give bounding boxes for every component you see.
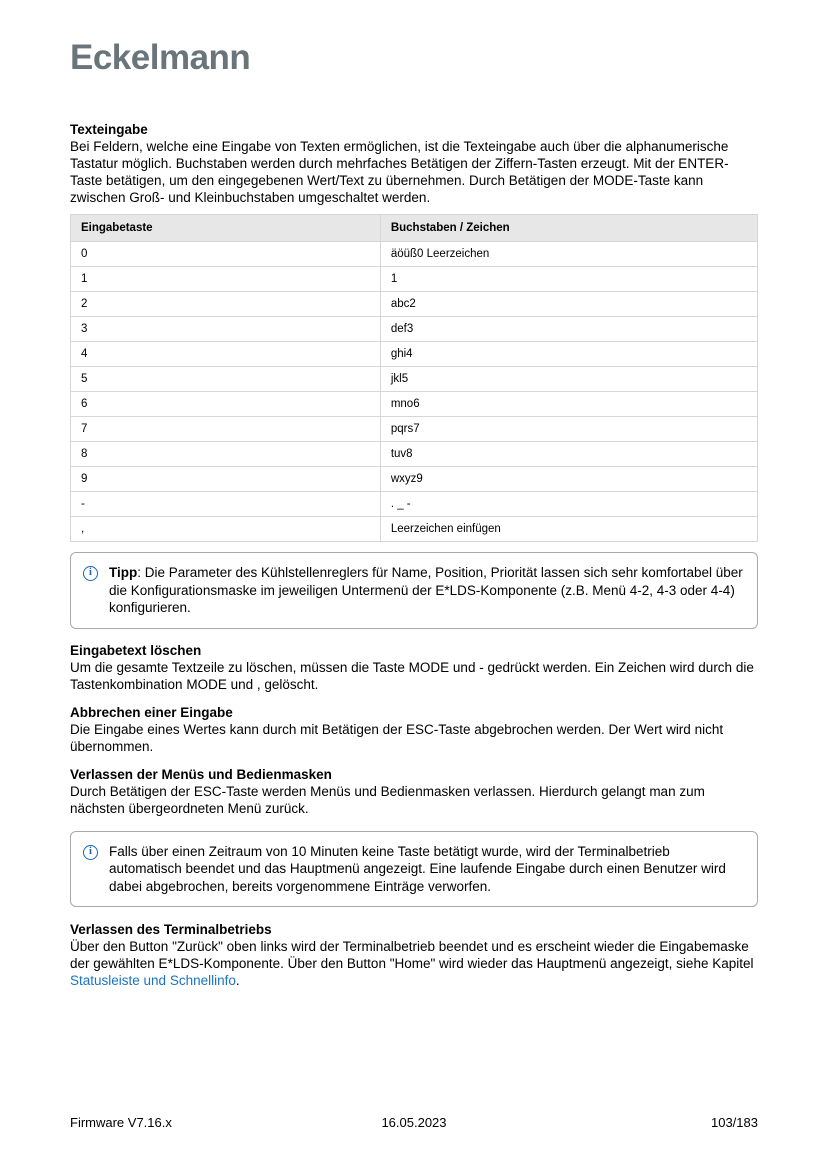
chars-cell: ghi4 [380,342,757,367]
section-heading-verlassen-menues: Verlassen der Menüs und Bedienmasken [70,766,332,782]
chars-cell: Leerzeichen einfügen [380,517,757,542]
section-heading-texteingabe: Texteingabe [70,122,148,137]
eckelmann-logo: Eckelmann [70,38,251,77]
tip-box [70,552,758,629]
key-cell: - [71,492,381,517]
footer-date: 16.05.2023 [381,1115,447,1130]
column-header-eingabetaste: Eingabetaste [71,215,381,242]
chars-cell: wxyz9 [380,467,757,492]
table-row [71,467,758,492]
note-box [70,831,758,908]
chars-cell: tuv8 [380,442,757,467]
paragraph-text-after-link: . [235,973,240,988]
chars-cell: äöüß0 Leerzeichen [380,242,757,267]
paragraph-verlassen-menues: Durch Betätigen der ESC-Taste werden Menüs und Bedienmasken verlassen. Hierdurch gelangt man zum nächsten übergeordneten Menü zurück. [70,783,705,816]
chars-cell: mno6 [380,392,757,417]
chars-cell: abc2 [380,292,757,317]
tip-label: Tipp [109,565,138,580]
table-row [71,517,758,542]
chars-cell: 1 [380,267,757,292]
table-row [71,342,758,367]
table-row [71,267,758,292]
table-row [71,492,758,517]
key-cell: 8 [71,442,381,467]
paragraph-text-before-link: Über den Button "Zurück" oben links wird der Terminalbetrieb beendet und es erscheint wieder die Eingabemaske der gewählten E*LDS-Komponente. Über den Button "Home" wird wieder das Hauptmenü angezeigt, siehe Kapitel [70,939,754,971]
input-key-table [70,214,758,542]
footer-firmware-version: Firmware V7.16.x [70,1115,172,1130]
page-footer [70,1115,758,1130]
key-cell: 5 [71,367,381,392]
footer-page-number: 103/183 [710,1115,758,1130]
statusleiste-schnellinfo-link[interactable]: Statusleiste und Schnellinfo [70,973,236,988]
table-row [71,392,758,417]
chars-cell: jkl5 [380,367,757,392]
table-row [71,242,758,267]
section-heading-eingabetext-loeschen: Eingabetext löschen [70,642,202,658]
table-row [71,367,758,392]
key-cell: 0 [71,242,381,267]
table-row [71,442,758,467]
info-icon: i [83,566,98,581]
section-heading-abbrechen: Abbrechen einer Eingabe [70,704,233,720]
chars-cell: pqrs7 [380,417,757,442]
key-cell: 7 [71,417,381,442]
tip-box-text [109,564,743,617]
section-heading-verlassen-terminal: Verlassen des Terminalbetriebs [70,922,272,937]
note-box-text: Falls über einen Zeitraum von 10 Minuten keine Taste betätigt wurde, wird der Terminalbetrieb automatisch beendet und das Hauptmenü angezeigt. Eine laufende Eingabe durch einen Benutzer wird dabei abgebrochen, bereits vorgenommene Einträge verworfen. [109,843,726,894]
table-row [71,417,758,442]
key-cell: 6 [71,392,381,417]
table-header-row [71,215,758,242]
table-row [71,317,758,342]
paragraph-verlassen-terminal [70,938,758,989]
paragraph-texteingabe: Bei Feldern, welche eine Eingabe von Texten ermöglichen, ist die Texteingabe auch über die alphanumerische Tastatur möglich. Buchstaben werden durch mehrfaches Betätigen der Ziffern-Tasten erzeugt. Mit der ENTER-Taste betätigen, um den eingegebenen Wert/Text zu übernehmen. Durch Betätigen der MODE-Taste kann zwischen Groß- und Kleinbuchstaben umgeschaltet werden. [70,139,729,205]
key-cell: 9 [71,467,381,492]
tip-body: : Die Parameter des Kühlstellenreglers für Name, Position, Priorität lassen sich sehr komfortabel über die Konfigurationsmaske im jeweiligen Untermenü der E*LDS-Komponente (z.B. Menü 4-2, 4-3 oder 4-4) konfigurieren. [109,565,743,615]
column-header-buchstaben: Buchstaben / Zeichen [380,215,757,242]
key-cell: 3 [71,317,381,342]
chars-cell: def3 [380,317,757,342]
paragraph-eingabetext-loeschen: Um die gesamte Textzeile zu löschen, müssen die Taste MODE und - gedrückt werden. Ein Zeichen wird durch die Tastenkombination MODE und , gelöscht. [70,659,754,692]
paragraph-abbrechen: Die Eingabe eines Wertes kann durch mit Betätigen der ESC-Taste abgebrochen werden. Der Wert wird nicht übernommen. [70,721,724,754]
key-cell: 2 [71,292,381,317]
table-row [71,292,758,317]
key-cell: 1 [71,267,381,292]
key-cell: 4 [71,342,381,367]
key-cell: , [71,517,381,542]
chars-cell: . _ - [380,492,757,517]
info-icon: i [83,845,98,860]
